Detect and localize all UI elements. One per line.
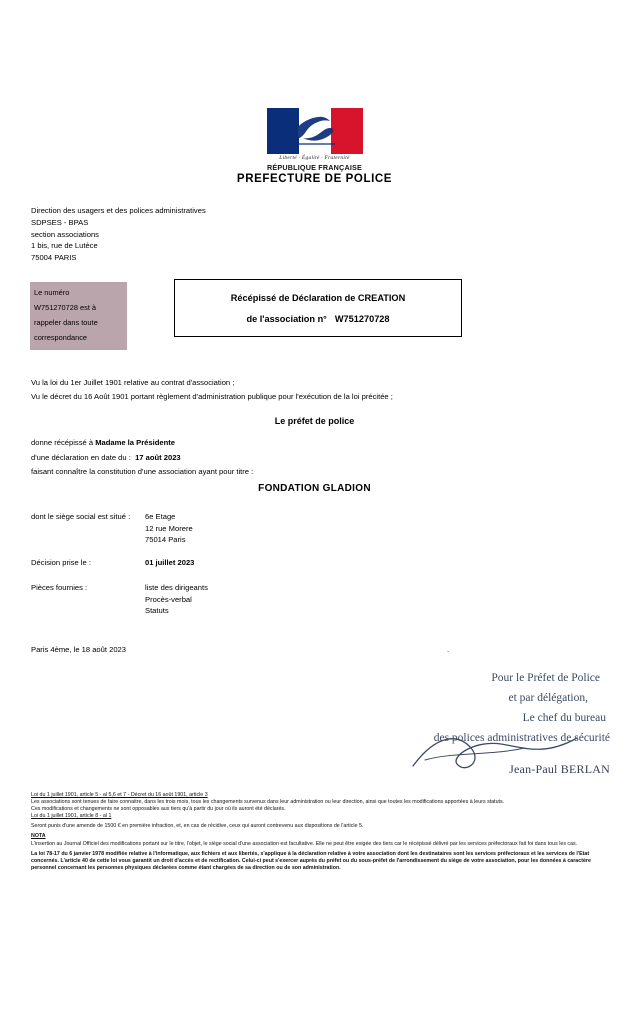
numero-line-4: correspondance <box>34 333 88 342</box>
siege-line-1: 6e Etage <box>145 512 176 521</box>
siege-line-2: 12 rue Morere <box>145 523 193 533</box>
footer-paragraph-2: Ces modifications et changements ne sont opposables aux tiers qu'à partir du jour où ils auront été déclarés. <box>31 806 286 813</box>
siege-social-label: dont le siège social est situé : <box>31 512 131 521</box>
numero-line-3: rappeler dans toute <box>34 318 98 327</box>
devise-text: Liberté · Égalité · Fraternité <box>279 155 350 161</box>
footer-ref-1: Loi du 1 juillet 1901, article 5 - al 5,6 et 7 - Décret du 16 août 1901, article 3 <box>31 792 208 798</box>
footer-paragraph-4: L'insertion au Journal Officiel des modifications portant sur le titre, l'objet, le siège social d'une association est facultative. Elle ne peut être exigée des tiers car le récépissé délivré par les services préfectoraux fait foi dans tous les cas. <box>31 840 578 847</box>
signature-block <box>360 668 610 748</box>
declaration-date-line <box>31 451 601 466</box>
signature-line-4: des polices administratives de sécurité <box>433 732 610 744</box>
prefet-heading: Le préfet de police <box>274 416 355 426</box>
footer-paragraph-5: La loi 78-17 du 6 janvier 1978 modifiée relative à l'informatique, aux fichiers et aux libertés, s'applique à la déclaration relative à votre association dont les destinataires sont les services préfectoraux et les services de l'Etat concernés. L'article 40 de cette loi vous garantit un droit d'accès et de rectification. Celui-ci peut s'exercer auprès du préfet ou du sous-préfet de l'arrondissement du siège de votre association, pour les données à caractère personnel concernant les personnes physiques déclarées comme étant chargées de sa direction ou de son administration. <box>31 850 591 871</box>
numero-reminder-box <box>30 282 127 350</box>
republic-header <box>0 108 629 172</box>
piece-item-1: liste des dirigeants <box>145 583 208 592</box>
address-line-2: SDPSES - BPAS <box>31 217 89 227</box>
signature-line-2: et par délégation, <box>508 692 588 704</box>
recepisse-title: Récépissé de Déclaration de CREATION <box>230 292 406 303</box>
decision-field <box>31 557 601 569</box>
decision-value <box>145 557 194 569</box>
pieces-label: Pièces fournies : <box>31 583 88 592</box>
footer-legal-notice <box>31 792 599 872</box>
pieces-fournies-field <box>31 582 601 617</box>
sender-address-block <box>31 205 206 264</box>
place-and-date: Paris 4ème, le 18 août 2023 <box>31 645 126 654</box>
signature-line-3: Le chef du bureau <box>522 712 606 724</box>
legal-vu-1: Vu la loi du 1er Juillet 1901 relative au contrat d'association ; <box>31 378 235 387</box>
siege-line-3: 75014 Paris <box>145 535 186 545</box>
address-line-5: 75004 PARIS <box>31 253 77 263</box>
legal-references <box>31 376 601 403</box>
legal-vu-2: Vu le décret du 16 Août 1901 portant règlement d'administration publique pour l'exécution de la loi précitée ; <box>31 391 393 401</box>
decision-date: 01 juillet 2023 <box>145 558 195 567</box>
recepisse-declaration-box <box>174 279 462 337</box>
donne-recepisse-line <box>31 436 601 451</box>
piece-item-2: Procès-verbal <box>145 594 192 604</box>
declaration-block <box>31 436 601 480</box>
association-name: FONDATION GLADION <box>258 483 371 494</box>
piece-item-3: Statuts <box>145 606 169 616</box>
donne-label: donne récépissé à <box>31 438 94 447</box>
donne-value: Madame la Présidente <box>95 438 175 447</box>
siege-social-value <box>145 511 193 546</box>
declaration-label: d'une déclaration en date du : <box>31 452 131 462</box>
signatory-name: Jean-Paul BERLAN <box>509 762 610 776</box>
address-line-1: Direction des usagers et des polices administratives <box>31 206 206 215</box>
marianne-logo-icon <box>267 108 363 154</box>
recepisse-number-label: de l'association n° <box>246 313 327 324</box>
faisant-connaitre-line: faisant connaître la constitution d'une association ayant pour titre : <box>31 467 254 477</box>
footer-nota-label: NOTA <box>31 833 46 840</box>
numero-line-1: Le numéro <box>34 288 70 297</box>
siege-social-field <box>31 511 601 546</box>
declaration-value: 17 août 2023 <box>135 452 181 462</box>
signature-line-1: Pour le Préfet de Police <box>491 672 600 684</box>
republique-francaise-text: RÉPUBLIQUE FRANÇAISE <box>266 163 363 172</box>
pieces-value <box>145 582 208 617</box>
recepisse-number-value: W751270728 <box>334 313 390 324</box>
footer-paragraph-3: Seront punis d'une amende de 1500 € en première infraction, et, en cas de récidive, ceux qui auront contrevenu aux dispositions de l'article 5. <box>31 823 364 830</box>
recepisse-number-line <box>246 314 389 324</box>
address-line-4: 1 bis, rue de Lutèce <box>31 241 98 251</box>
decision-label: Décision prise le : <box>31 558 91 567</box>
page-title: PREFECTURE DE POLICE <box>236 173 393 185</box>
trailing-dot: . <box>447 645 450 654</box>
address-line-3: section associations <box>31 229 99 239</box>
footer-ref-2: Loi du 1 juillet 1901, article 8 - al 1 <box>31 813 112 820</box>
numero-line-2: W751270728 est à <box>34 303 97 312</box>
footer-paragraph-1: Les associations sont tenues de faire connaitre, dans les trois mois, tous les changements survenus dans leur administration ou leur direction, ainsi que toutes les modifications apportées à leurs statuts. <box>31 799 505 806</box>
